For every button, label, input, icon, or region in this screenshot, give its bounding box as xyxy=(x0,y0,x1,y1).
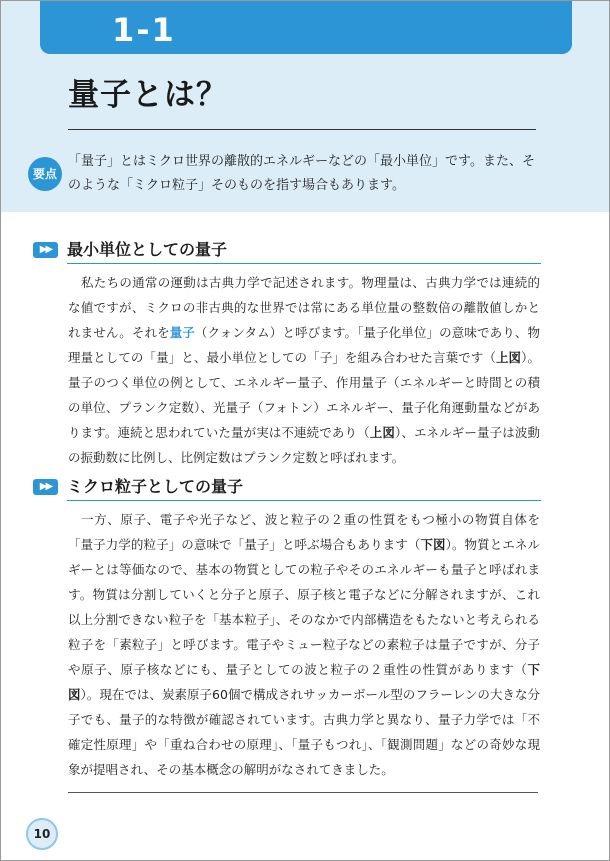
title-divider xyxy=(68,129,536,130)
page-number: 10 xyxy=(26,818,58,850)
text-run: ）。量子のつく単位の例として、エネルギー量子、作用量子（エネルギーと時間との積の単位、プランク定数）、光量子（フォトン）エネルギー、量子化角運動量などがあります。連続と思われていた量が実は不連続であり（ xyxy=(68,350,540,440)
highlight-term: 量子 xyxy=(169,325,195,340)
section-heading-2 xyxy=(33,475,541,501)
double-arrow-icon: ▶▶ xyxy=(33,479,58,495)
section-number-tab xyxy=(40,0,572,54)
figure-reference: 下図 xyxy=(68,662,540,702)
section-paragraph-2 xyxy=(68,507,540,782)
double-arrow-icon: ▶▶ xyxy=(33,242,58,258)
figure-reference: 下図 xyxy=(420,537,446,552)
section-heading-rule xyxy=(67,263,541,264)
text-run: 一方、原子、電子や光子など、波と粒子の２重の性質をもつ極小の物質自体を「量子力学的粒子」の意味で「量子」と呼ぶ場合もあります（ xyxy=(68,512,540,552)
figure-reference: 上図 xyxy=(369,425,395,440)
text-run: ）、エネルギー量子は波動の振動数に比例し、比例定数はプランク定数と呼ばれます。 xyxy=(68,425,540,465)
figure-reference: 上図 xyxy=(495,350,522,365)
page-title: 量子とは？ xyxy=(68,77,228,113)
section-heading-label: 最小単位としての量子 xyxy=(67,240,228,259)
section-heading-label: ミクロ粒子としての量子 xyxy=(67,477,244,496)
text-run: 私たちの通常の運動は古典力学で記述されます。物理量は、古典力学では連続的な値ですが、ミクロの非古典的な世界では常にある単位量の整数倍の離散値しかとれません。それを xyxy=(68,275,540,340)
footer-divider xyxy=(68,792,538,793)
section-paragraph-1 xyxy=(68,270,540,470)
section-number: 1-1 xyxy=(112,11,176,49)
keypoint-text: 「量子」とはミクロ世界の離散的エネルギーなどの「最小単位」です。また、そのような「ミクロ粒子」そのものを指す場合もあります。 xyxy=(68,154,535,193)
section-heading-1 xyxy=(33,238,541,264)
section-heading-rule xyxy=(67,500,541,501)
text-run: （クォンタム）と呼びます。「量子化単位」の意味であり、物理量としての「量」と、最小単位としての「子」を組み合わせた言葉です（ xyxy=(68,325,540,365)
keypoint-badge: 要点 xyxy=(28,157,62,191)
text-run: ）。現在では、炭素原子60個で構成されサッカーボール型のフラーレンの大きな分子でも、量子的な特徴が確認されています。古典力学と異なり、量子力学では「不確定性原理」や「重ね合わせの原理」、「量子もつれ」、「観測問題」などの奇妙な現象が提唱され、その基本概念の解明がなされてきました。 xyxy=(68,687,540,777)
text-run: ）。物質とエネルギーとは等価なので、基本の物質としての粒子やそのエネルギーも量子と呼ばれます。物質は分割していくと分子と原子、原子核と電子などに分解されますが、これ以上分割できない粒子を「基本粒子」、そのなかで内部構造をもたないと考えられる粒子を「素粒子」と呼びます。電子やミュー粒子などの素粒子は量子ですが、分子や原子、原子核などにも、量子としての波と粒子の２重性の性質があります（ xyxy=(68,537,540,677)
